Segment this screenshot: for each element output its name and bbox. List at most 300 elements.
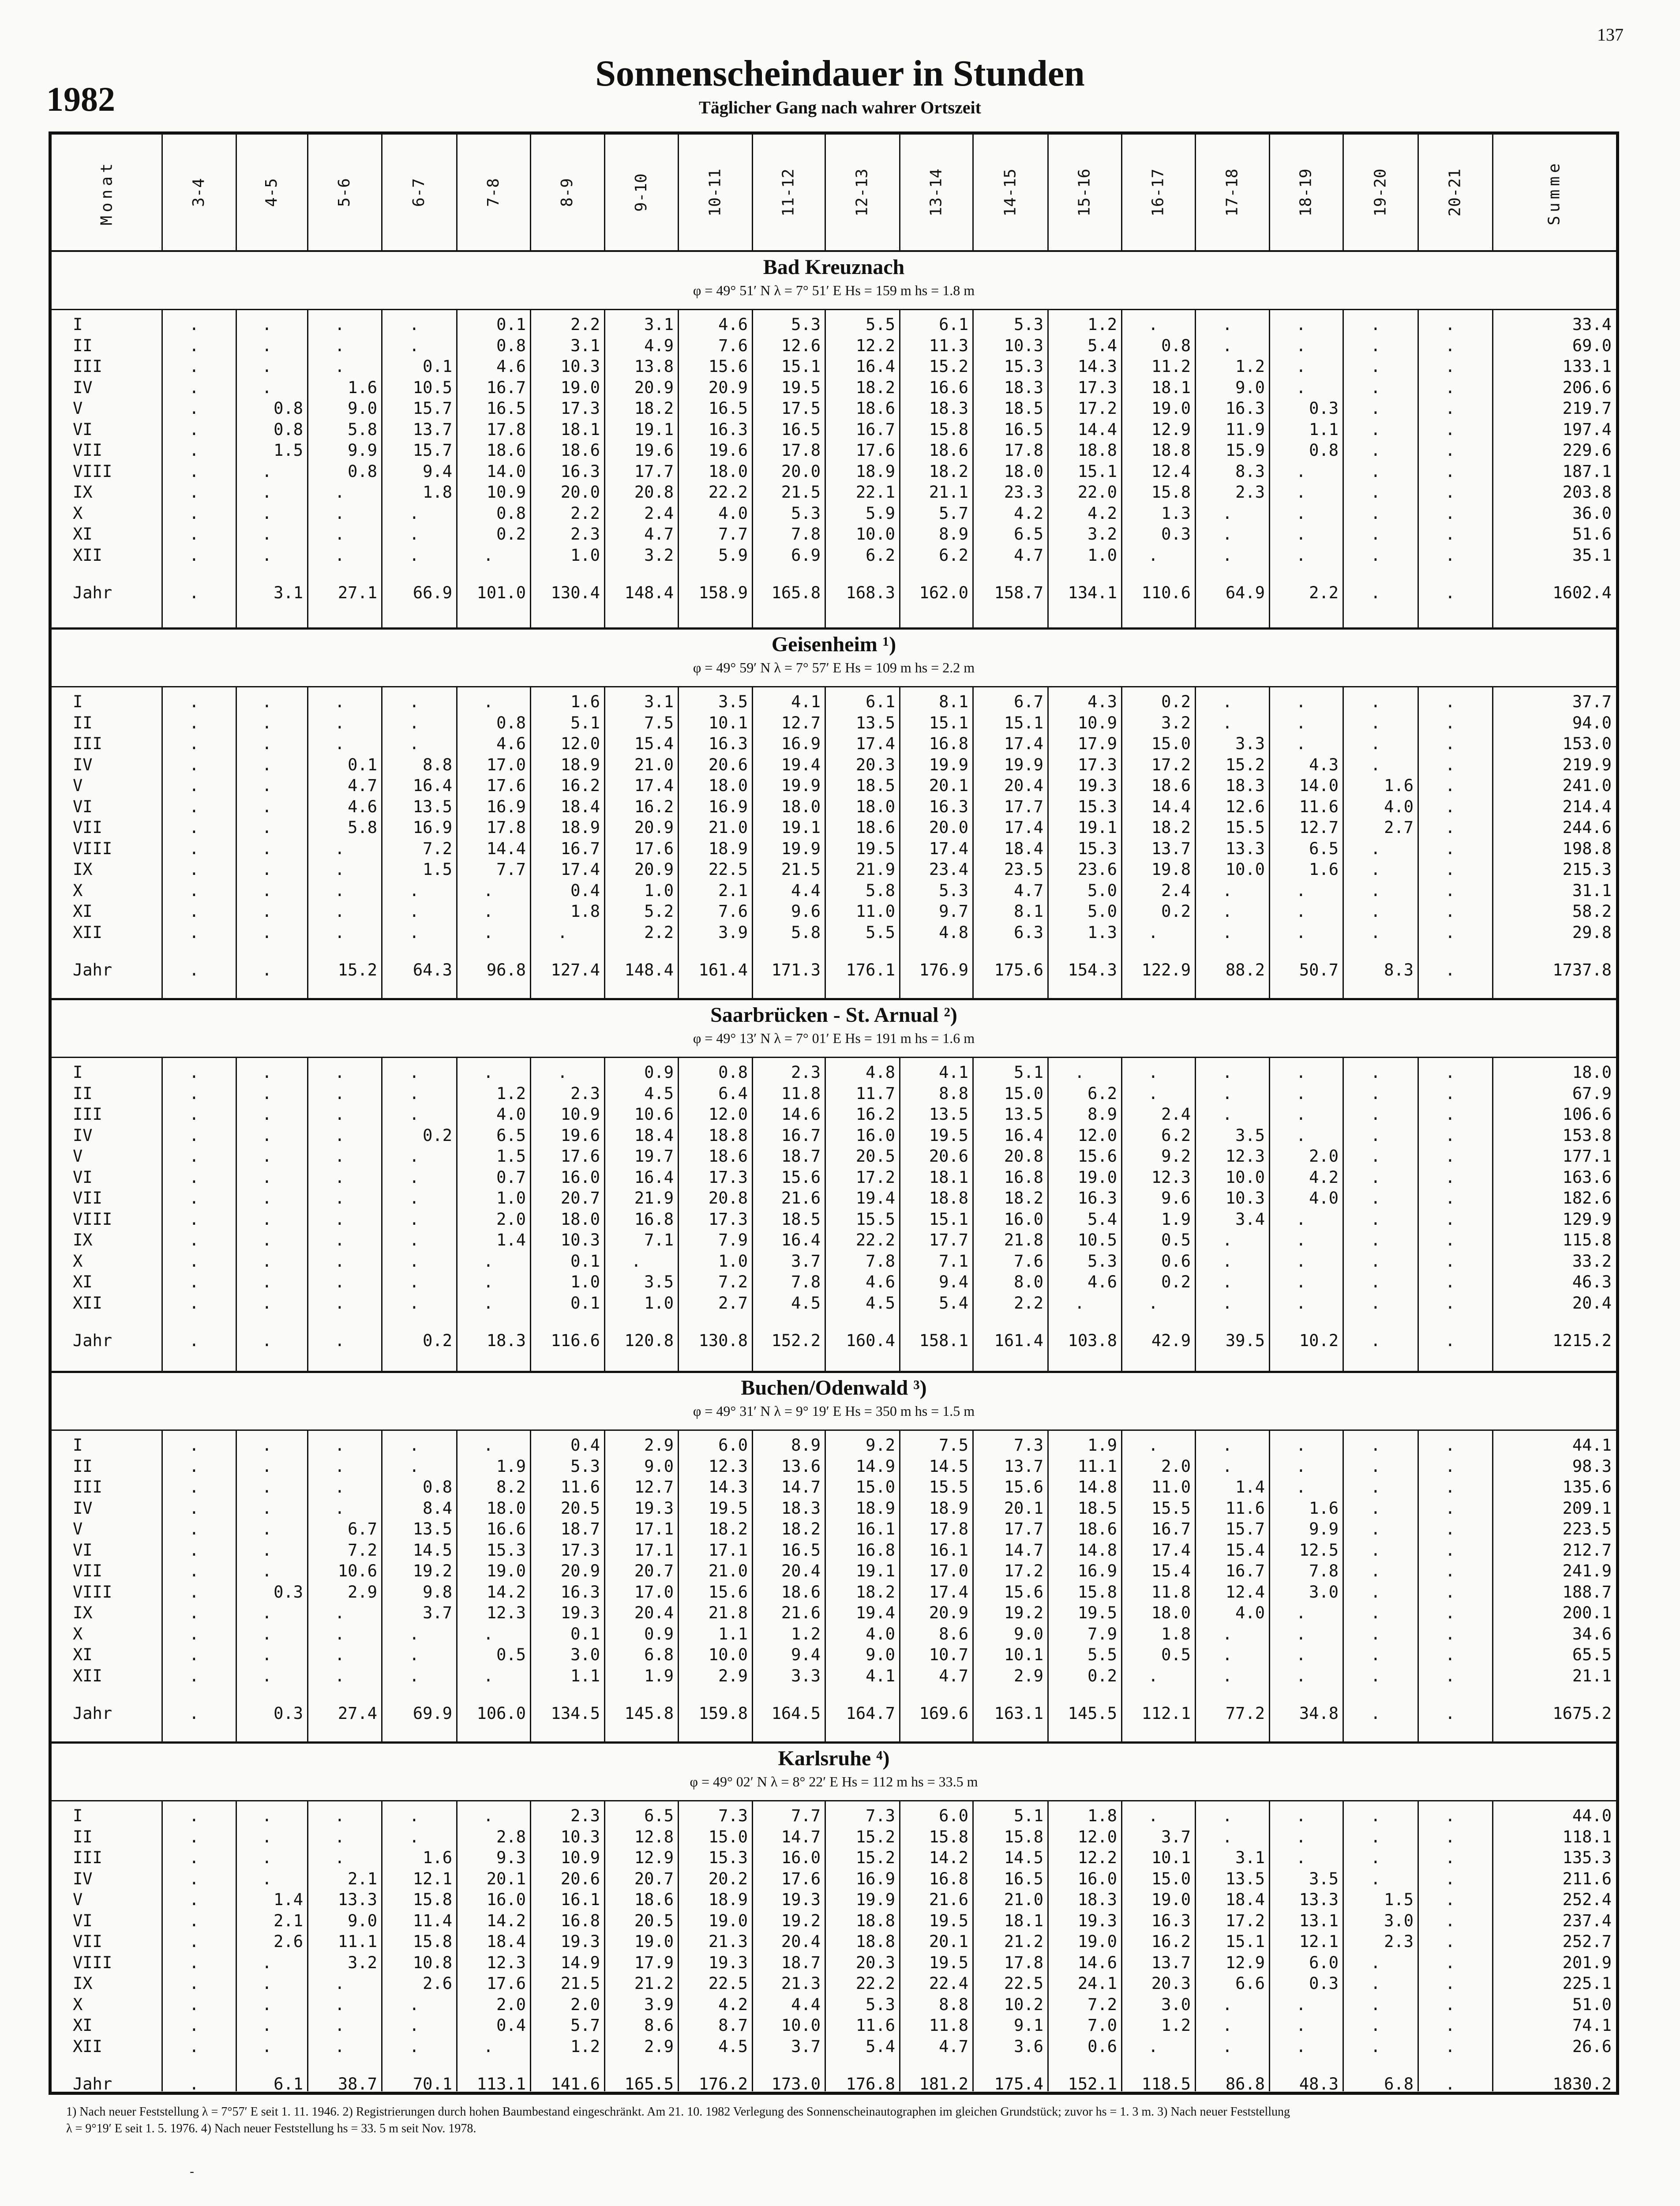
hour-value-cell: . (1222, 1666, 1232, 1685)
hour-value-cell: . (262, 1209, 272, 1229)
hour-value-cell: 20.1 (929, 776, 968, 795)
hour-value-cell: . (262, 336, 272, 355)
hour-value-cell: 7.7 (718, 525, 748, 544)
hour-value-cell: . (1445, 483, 1455, 502)
column-divider (381, 1800, 382, 2091)
hour-value-cell: . (409, 881, 419, 900)
hour-value-cell: 2.7 (1384, 818, 1414, 837)
hour-value-cell: 4.5 (718, 2037, 748, 2056)
hour-value-cell: 5.5 (1088, 1645, 1117, 1664)
hour-value-cell: 19.3 (1077, 1911, 1117, 1930)
monthly-sum-cell: 33.4 (1572, 315, 1612, 334)
hour-value-cell: . (1370, 420, 1380, 439)
hour-value-cell: . (1148, 1436, 1158, 1455)
hour-value-cell: 4.0 (496, 1105, 526, 1124)
hour-value-cell: 16.0 (560, 1167, 600, 1187)
hour-value-cell: 18.9 (855, 461, 895, 481)
annual-hour-cell: 162.0 (919, 583, 968, 602)
monthly-sum-cell: 219.7 (1562, 399, 1612, 418)
hour-value-cell: 22.1 (855, 483, 895, 502)
hour-value-cell: 16.2 (634, 797, 674, 816)
hour-value-cell: 12.8 (634, 1827, 674, 1846)
hour-value-cell: . (189, 839, 199, 858)
hour-value-cell: . (334, 1126, 345, 1145)
month-label: IV (73, 1126, 93, 1145)
hour-value-cell: . (189, 776, 199, 795)
hour-value-cell: 17.2 (855, 1167, 895, 1187)
hour-value-cell: 10.1 (1004, 1645, 1043, 1664)
hour-value-cell: . (1445, 755, 1455, 774)
annual-hour-cell: 159.8 (698, 1704, 748, 1723)
hour-value-cell: 4.6 (1088, 1272, 1117, 1291)
hour-value-cell: 12.3 (486, 1603, 526, 1622)
hour-value-cell: . (262, 2016, 272, 2035)
hour-value-cell: . (1296, 1251, 1306, 1271)
hour-value-cell: 9.0 (348, 399, 377, 418)
hour-value-cell: . (189, 1251, 199, 1271)
hour-value-cell: 7.6 (718, 902, 748, 921)
hour-value-cell: 9.2 (1161, 1147, 1191, 1166)
hour-value-cell: 11.7 (855, 1084, 895, 1103)
hour-value-cell: 16.4 (412, 776, 452, 795)
hour-value-cell: 7.7 (791, 1806, 821, 1825)
hour-value-cell: 3.0 (1161, 1995, 1191, 2014)
hour-value-cell: . (483, 1293, 493, 1313)
column-header-hour (1418, 135, 1492, 250)
hour-value-cell: . (262, 1272, 272, 1291)
hour-value-cell: 5.1 (1014, 1806, 1043, 1825)
annual-hour-cell: 152.2 (771, 1331, 821, 1350)
hour-value-cell: 1.9 (496, 1456, 526, 1476)
hour-value-cell: 19.3 (1077, 776, 1117, 795)
month-label: II (73, 1456, 93, 1476)
hour-value-cell: 20.5 (634, 1911, 674, 1930)
column-divider (161, 686, 163, 999)
hour-value-cell: . (1370, 1167, 1380, 1187)
column-divider (307, 309, 308, 629)
hour-value-cell: . (262, 1624, 272, 1643)
hour-value-cell: . (1370, 1806, 1380, 1825)
annual-hour-cell: . (1445, 583, 1455, 602)
column-divider (307, 135, 308, 250)
month-label: VII (73, 1932, 102, 1951)
hour-value-cell: 3.2 (1088, 525, 1117, 544)
hour-value-cell: 18.2 (929, 461, 968, 481)
hour-value-cell: 7.6 (1014, 1251, 1043, 1271)
hour-value-cell: 8.1 (939, 692, 968, 711)
hour-value-cell: 14.0 (486, 461, 526, 481)
month-label: III (73, 357, 102, 376)
hour-value-cell: 6.7 (1014, 692, 1043, 711)
column-divider (530, 1429, 531, 1743)
annual-hour-cell: . (262, 1331, 272, 1350)
hour-value-cell: 14.4 (1151, 797, 1191, 816)
hour-value-cell: 18.9 (560, 818, 600, 837)
hour-value-cell: 2.9 (644, 1436, 674, 1455)
hour-value-cell: 18.7 (781, 1953, 821, 1972)
column-header-label: 8-9 (558, 178, 577, 207)
column-divider (1195, 135, 1196, 250)
hour-value-cell: . (189, 1540, 199, 1560)
hour-value-cell: 2.4 (1161, 1105, 1191, 1124)
monthly-sum-cell: 197.4 (1562, 420, 1612, 439)
hour-value-cell: 19.9 (781, 776, 821, 795)
hour-value-cell: 6.9 (791, 545, 821, 565)
year-total-label: Jahr (73, 1331, 112, 1350)
hour-value-cell: . (1296, 713, 1306, 732)
hour-value-cell: 19.9 (781, 839, 821, 858)
hour-value-cell: 12.9 (1151, 420, 1191, 439)
hour-value-cell: 0.3 (1161, 525, 1191, 544)
hour-value-cell: 18.2 (781, 1519, 821, 1538)
hour-value-cell: 19.3 (560, 1932, 600, 1951)
column-divider (1342, 135, 1344, 250)
hour-value-cell: 0.7 (496, 1167, 526, 1187)
monthly-sum-cell: 135.3 (1562, 1848, 1612, 1867)
annual-total-cell: 1215.2 (1552, 1331, 1612, 1350)
hour-value-cell: . (1296, 1995, 1306, 2014)
hour-value-cell: 11.1 (1077, 1456, 1117, 1476)
hour-value-cell: . (1370, 1869, 1380, 1888)
section-rule (52, 1800, 1616, 1801)
month-label: VI (73, 1540, 93, 1560)
hour-value-cell: . (1445, 315, 1455, 334)
hour-value-cell: 18.9 (929, 1498, 968, 1518)
hour-value-cell: 20.8 (708, 1189, 748, 1208)
hour-value-cell: 18.0 (708, 461, 748, 481)
annual-hour-cell: . (1370, 1704, 1380, 1723)
month-label: VIII (73, 1582, 112, 1602)
hour-value-cell: . (189, 860, 199, 879)
hour-value-cell: . (1445, 1231, 1455, 1249)
hour-value-cell: 15.5 (929, 1478, 968, 1497)
hour-value-cell: 6.5 (1309, 839, 1339, 858)
hour-value-cell: 17.7 (1004, 797, 1043, 816)
month-label: IV (73, 378, 93, 397)
hour-value-cell: 17.6 (855, 441, 895, 460)
hour-value-cell: 4.0 (1235, 1603, 1265, 1622)
hour-value-cell: 14.7 (1004, 1540, 1043, 1560)
hour-value-cell: . (334, 1456, 345, 1476)
hour-value-cell: 16.4 (1004, 1126, 1043, 1145)
hour-value-cell: . (1445, 1974, 1455, 1993)
hour-value-cell: 19.2 (412, 1561, 452, 1580)
hour-value-cell: 0.8 (1309, 441, 1339, 460)
hour-value-cell: 1.2 (1088, 315, 1117, 334)
hour-value-cell: . (334, 315, 345, 334)
hour-value-cell: . (1445, 357, 1455, 376)
hour-value-cell: . (1222, 2016, 1232, 2035)
hour-value-cell: 11.8 (929, 2016, 968, 2035)
column-header-hour (973, 135, 1048, 250)
hour-value-cell: 13.5 (855, 713, 895, 732)
hour-value-cell: . (409, 1105, 419, 1124)
hour-value-cell: . (1222, 315, 1232, 334)
hour-value-cell: 21.5 (781, 860, 821, 879)
hour-value-cell: . (1296, 525, 1306, 544)
hour-value-cell: 12.0 (1077, 1126, 1117, 1145)
hour-value-cell: 21.6 (929, 1890, 968, 1909)
hour-value-cell: . (1445, 1272, 1455, 1291)
hour-value-cell: 4.1 (791, 692, 821, 711)
hour-value-cell: 15.2 (929, 357, 968, 376)
hour-value-cell: 18.0 (486, 1498, 526, 1518)
hour-value-cell: . (334, 1251, 345, 1271)
monthly-sum-cell: 26.6 (1572, 2037, 1612, 2056)
hour-value-cell: 7.8 (791, 525, 821, 544)
hour-value-cell: . (483, 1806, 493, 1825)
section-rule (52, 1429, 1616, 1431)
hour-value-cell: 2.3 (1384, 1932, 1414, 1951)
hour-value-cell: 19.2 (1004, 1603, 1043, 1622)
hour-value-cell: 11.2 (1151, 357, 1191, 376)
hour-value-cell: 12.6 (781, 336, 821, 355)
hour-value-cell: 10.0 (708, 1645, 748, 1664)
hour-value-cell: . (334, 1498, 345, 1518)
hour-value-cell: 1.0 (1088, 545, 1117, 565)
hour-value-cell: . (189, 755, 199, 774)
hour-value-cell: . (1222, 1645, 1232, 1664)
hour-value-cell: 12.2 (855, 336, 895, 355)
hour-value-cell: 4.3 (1088, 692, 1117, 711)
hour-value-cell: . (1370, 1666, 1380, 1685)
hour-value-cell: 12.9 (634, 1848, 674, 1867)
monthly-sum-cell: 46.3 (1572, 1272, 1612, 1291)
hour-value-cell: . (483, 1272, 493, 1291)
hour-value-cell: . (189, 315, 199, 334)
hour-value-cell: 6.8 (644, 1645, 674, 1664)
column-header-monat (52, 135, 162, 250)
month-label: XI (73, 2016, 93, 2035)
annual-hour-cell: 18.3 (486, 1331, 526, 1350)
hour-value-cell: . (1445, 1932, 1455, 1951)
hour-value-cell: 7.3 (718, 1806, 748, 1825)
hour-value-cell: 11.6 (560, 1478, 600, 1497)
hour-value-cell: 6.0 (718, 1436, 748, 1455)
monthly-sum-cell: 244.6 (1562, 818, 1612, 837)
hour-value-cell: . (409, 1995, 419, 2014)
hour-value-cell: . (1222, 902, 1232, 921)
hour-value-cell: 2.9 (348, 1582, 377, 1602)
annual-hour-cell: 27.4 (338, 1704, 377, 1723)
hour-value-cell: . (262, 545, 272, 565)
hour-value-cell: 9.4 (423, 461, 452, 481)
hour-value-cell: 1.6 (570, 692, 600, 711)
section-rule (52, 686, 1616, 687)
annual-hour-cell: 158.7 (994, 583, 1043, 602)
month-label: IV (73, 755, 93, 774)
hour-value-cell: . (1296, 1293, 1306, 1313)
hour-value-cell: 18.2 (1151, 818, 1191, 837)
annual-hour-cell: 134.5 (551, 1704, 600, 1723)
column-divider (381, 1429, 382, 1743)
column-divider (307, 1057, 308, 1372)
month-label: III (73, 1105, 102, 1124)
hour-value-cell: . (409, 2016, 419, 2035)
hour-value-cell: . (1370, 1498, 1380, 1518)
hour-value-cell: . (334, 545, 345, 565)
hour-value-cell: 22.2 (708, 483, 748, 502)
monthly-sum-cell: 129.9 (1562, 1209, 1612, 1229)
hour-value-cell: 2.1 (274, 1911, 303, 1930)
hour-value-cell: 15.7 (412, 399, 452, 418)
hour-value-cell: 11.6 (855, 2016, 895, 2035)
hour-value-cell: 0.8 (718, 1063, 748, 1082)
hour-value-cell: 10.8 (412, 1953, 452, 1972)
hour-value-cell: 3.3 (1235, 734, 1265, 753)
column-divider (1342, 1800, 1344, 2091)
annual-hour-cell: 173.0 (771, 2075, 821, 2093)
column-header-label: 11-12 (780, 168, 798, 217)
hour-value-cell: . (409, 1827, 419, 1846)
annual-hour-cell: 130.4 (551, 583, 600, 602)
hour-value-cell: . (262, 483, 272, 502)
month-label: VIII (73, 461, 112, 481)
annual-hour-cell: 176.1 (846, 960, 895, 979)
hour-value-cell: . (189, 692, 199, 711)
hour-value-cell: 18.3 (1225, 776, 1265, 795)
hour-value-cell: 16.3 (708, 734, 748, 753)
hour-value-cell: 7.2 (348, 1540, 377, 1560)
column-divider (1121, 135, 1122, 250)
hour-value-cell: 15.7 (412, 441, 452, 460)
monthly-sum-cell: 67.9 (1572, 1084, 1612, 1103)
hour-value-cell: 14.7 (781, 1478, 821, 1497)
annual-hour-cell: 145.5 (1068, 1704, 1117, 1723)
hour-value-cell: 20.6 (929, 1147, 968, 1166)
hour-value-cell: . (262, 776, 272, 795)
hour-value-cell: . (1370, 860, 1380, 879)
hour-value-cell: 23.6 (1077, 860, 1117, 879)
month-label: III (73, 734, 102, 753)
hour-value-cell: . (262, 461, 272, 481)
hour-value-cell: . (409, 1666, 419, 1685)
monthly-sum-cell: 188.7 (1562, 1582, 1612, 1602)
hour-value-cell: . (262, 734, 272, 753)
hour-value-cell: . (483, 692, 493, 711)
hour-value-cell: . (334, 902, 345, 921)
hour-value-cell: . (262, 1189, 272, 1208)
hour-value-cell: . (1370, 1995, 1380, 2014)
hour-value-cell: 2.0 (1309, 1147, 1339, 1166)
annual-hour-cell: 50.7 (1299, 960, 1339, 979)
station-coordinates: φ = 49° 02′ N λ = 8° 22′ E Hs = 112 m hs = 33.5 m (690, 1774, 978, 1790)
hour-value-cell: 9.4 (939, 1272, 968, 1291)
station-name: Saarbrücken - St. Arnual ²) (710, 1003, 957, 1027)
hour-value-cell: 14.4 (1077, 420, 1117, 439)
hour-value-cell: 15.4 (1225, 1540, 1265, 1560)
monthly-sum-cell: 58.2 (1572, 902, 1612, 921)
monthly-sum-cell: 153.0 (1562, 734, 1612, 753)
hour-value-cell: 16.3 (1225, 399, 1265, 418)
hour-value-cell: . (262, 1848, 272, 1867)
hour-value-cell: . (189, 1806, 199, 1825)
column-divider (1269, 686, 1270, 999)
monthly-sum-cell: 153.8 (1562, 1126, 1612, 1145)
column-header-label: 13-14 (927, 168, 945, 217)
hour-value-cell: 20.9 (560, 1561, 600, 1580)
hour-value-cell: 17.7 (634, 461, 674, 481)
hour-value-cell: 9.0 (1014, 1624, 1043, 1643)
hour-value-cell: . (1148, 1063, 1158, 1082)
hour-value-cell: 3.1 (644, 315, 674, 334)
hour-value-cell: 16.2 (1151, 1932, 1191, 1951)
hour-value-cell: 18.1 (929, 1167, 968, 1187)
hour-value-cell: 15.6 (1004, 1582, 1043, 1602)
hour-value-cell: 10.0 (781, 2016, 821, 2035)
column-divider (530, 1800, 531, 2091)
hour-value-cell: . (189, 545, 199, 565)
hour-value-cell: . (189, 734, 199, 753)
hour-value-cell: 15.3 (708, 1848, 748, 1867)
year-total-label: Jahr (73, 960, 112, 979)
hour-value-cell: 17.8 (486, 420, 526, 439)
hour-value-cell: . (483, 1063, 493, 1082)
month-label: XII (73, 2037, 102, 2056)
annual-hour-cell: 158.1 (919, 1331, 968, 1350)
annual-hour-cell: 6.1 (274, 2075, 303, 2093)
hour-value-cell: 6.0 (1309, 1953, 1339, 1972)
hour-value-cell: 3.9 (718, 923, 748, 942)
scan-mark: - (190, 2164, 195, 2180)
month-label: V (73, 1147, 83, 1166)
hour-value-cell: . (189, 881, 199, 900)
column-divider (456, 686, 458, 999)
hour-value-cell: 18.8 (929, 1189, 968, 1208)
hour-value-cell: 8.9 (1088, 1105, 1117, 1124)
hour-value-cell: . (334, 860, 345, 879)
hour-value-cell: 15.6 (781, 1167, 821, 1187)
month-label: IX (73, 1231, 93, 1249)
hour-value-cell: . (1370, 839, 1380, 858)
hour-value-cell: . (334, 1293, 345, 1313)
hour-value-cell: 18.6 (634, 1890, 674, 1909)
column-divider (825, 309, 826, 629)
column-divider (236, 135, 237, 250)
hour-value-cell: 14.2 (929, 1848, 968, 1867)
hour-value-cell: . (262, 1231, 272, 1249)
hour-value-cell: . (262, 1953, 272, 1972)
hour-value-cell: 17.3 (560, 399, 600, 418)
hour-value-cell: 12.6 (1225, 797, 1265, 816)
hour-value-cell: 4.2 (1014, 503, 1043, 523)
hour-value-cell: . (262, 1806, 272, 1825)
hour-value-cell: 17.6 (560, 1147, 600, 1166)
hour-value-cell: . (1370, 755, 1380, 774)
monthly-sum-cell: 44.0 (1572, 1806, 1612, 1825)
hour-value-cell: 0.2 (423, 1126, 452, 1145)
hour-value-cell: . (334, 1147, 345, 1166)
hour-value-cell: 20.2 (708, 1869, 748, 1888)
hour-value-cell: . (1445, 461, 1455, 481)
hour-value-cell: 11.8 (1151, 1582, 1191, 1602)
month-label: IV (73, 1498, 93, 1518)
hour-value-cell: 17.4 (1004, 818, 1043, 837)
monthly-sum-cell: 18.0 (1572, 1063, 1612, 1082)
hour-value-cell: . (1370, 692, 1380, 711)
hour-value-cell: 7.8 (1309, 1561, 1339, 1580)
hour-value-cell: 17.4 (1004, 734, 1043, 753)
column-divider (752, 135, 753, 250)
hour-value-cell: . (1148, 1806, 1158, 1825)
hour-value-cell: 22.0 (1077, 483, 1117, 502)
hour-value-cell: 4.0 (718, 503, 748, 523)
month-label: II (73, 1827, 93, 1846)
hour-value-cell: 5.3 (1014, 315, 1043, 334)
annual-hour-cell: 34.8 (1299, 1704, 1339, 1723)
hour-value-cell: . (1148, 315, 1158, 334)
hour-value-cell: . (262, 1666, 272, 1685)
